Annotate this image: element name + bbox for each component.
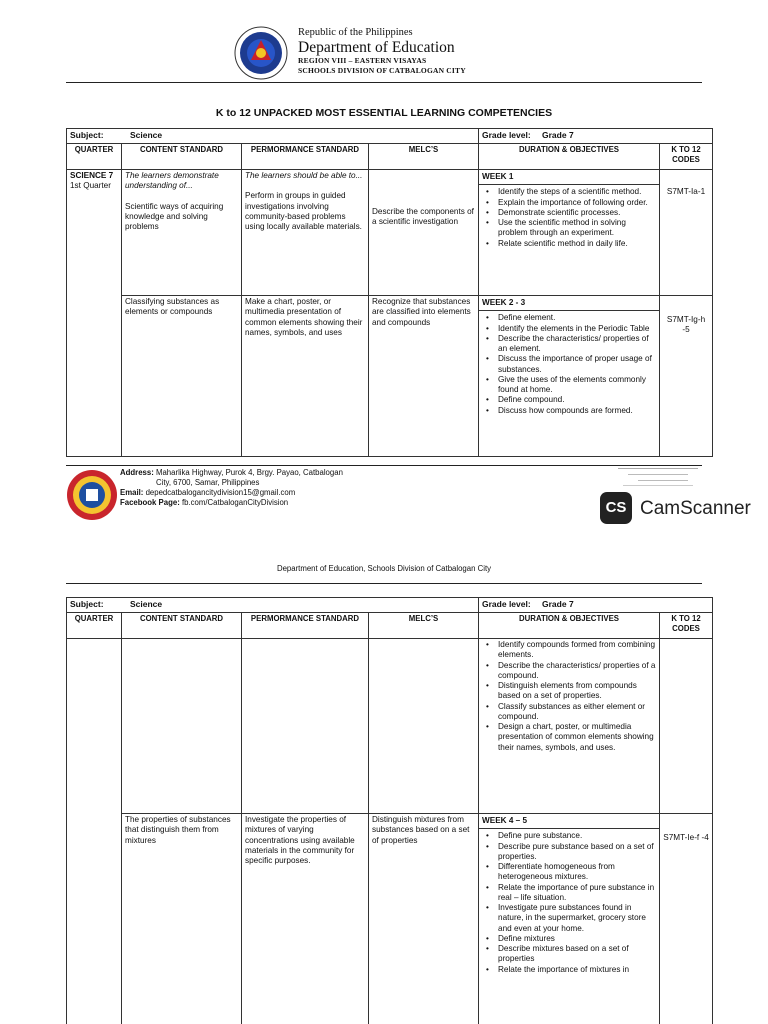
republic-line: Republic of the Philippines [298, 27, 413, 38]
content-standard-cell [122, 814, 242, 1024]
melc-text: Recognize that substances are classified into elements and compounds [372, 297, 471, 327]
objective-item: • Define compound. [484, 395, 656, 405]
subject-label: Subject: [70, 599, 104, 609]
column-header-row [67, 144, 713, 170]
objectives-list [482, 831, 656, 975]
col-performance-standard: PERMORMANCE STANDARD [242, 613, 369, 639]
col-codes: K TO 12 CODES [660, 613, 713, 639]
subject-value: Science [130, 599, 163, 609]
content-standard-text: Scientific ways of acquiring knowledge and solving problems [125, 201, 224, 231]
objective-item: • Use the scientific method in solving problem through an experiment. [484, 218, 656, 239]
objective-item: • Identify compounds formed from combining elements. [484, 640, 656, 661]
facebook-line [120, 498, 356, 508]
grade-value: Grade 7 [542, 130, 574, 140]
performance-standard-text: Make a chart, poster, or multimedia presentation of common elements showing their names, symbols, and uses [245, 297, 363, 337]
objective-item: • Relate scientific method in daily life. [484, 239, 656, 249]
grade-label: Grade level: [482, 130, 531, 140]
subject-cell [67, 598, 479, 613]
subject-value: Science [130, 130, 163, 140]
subject-row [67, 129, 713, 144]
address-block [120, 468, 356, 488]
objective-item: • Explain the importance of following order. [484, 198, 656, 208]
letterhead-text [298, 26, 466, 75]
division-logo-icon [66, 469, 118, 521]
k12-code: S7MT-Ie-f -4 [663, 833, 709, 842]
col-performance-standard: PERMORMANCE STANDARD [242, 144, 369, 170]
quarter-cell [67, 639, 122, 1024]
address-text: Maharlika Highway, Purok 4, Brgy. Payao, Catbalogan City, 6700, Samar, Philippines [155, 468, 343, 488]
objective-item: • Describe mixtures based on a set of properties [484, 944, 656, 965]
content-standard-cell [122, 639, 242, 814]
camscanner-name: CamScanner [640, 498, 751, 519]
quarter-cell [67, 170, 122, 457]
header-rule [66, 82, 702, 83]
letterhead [234, 24, 534, 80]
melc-table-page2 [66, 597, 713, 1024]
objective-item: • Differentiate homogeneous from heterogeneous mixtures. [484, 862, 656, 883]
table-row [67, 170, 713, 296]
objective-item: • Describe pure substance based on a set of properties. [484, 842, 656, 863]
week-label: WEEK 4 – 5 [479, 815, 659, 829]
melc-text: Distinguish mixtures from substances based on a set of properties [372, 815, 470, 845]
camscanner-logo: CS [600, 492, 632, 524]
performance-standard-text: Investigate the properties of mixtures of varying concentrations using available materials in the community for specific purposes. [245, 815, 355, 865]
camscanner-watermark [600, 492, 760, 526]
performance-standard-cell [242, 296, 369, 457]
table-row [67, 814, 713, 1024]
division-line: SCHOOLS DIVISION OF CATBALOGAN CITY [298, 65, 466, 75]
content-intro: The learners demonstrate understanding of... [125, 171, 219, 191]
facebook-label: Facebook Page: [120, 498, 180, 508]
performance-standard-cell [242, 814, 369, 1024]
week-label: WEEK 2 - 3 [479, 297, 659, 311]
objective-item: • Define pure substance. [484, 831, 656, 841]
duration-cell [479, 170, 660, 296]
objective-item: • Identify the steps of a scientific method. [484, 187, 656, 197]
email-line [120, 488, 356, 498]
melc-cell [369, 170, 479, 296]
subject-cell [67, 129, 479, 144]
objective-item: • Give the uses of the elements commonly found at home. [484, 375, 656, 396]
objective-item: • Relate the importance of mixtures in [484, 965, 656, 975]
col-melc: MELC’S [369, 613, 479, 639]
objective-item: • Define element. [484, 313, 656, 323]
content-standard-text: The properties of substances that distinguish them from mixtures [125, 815, 231, 845]
objective-item: • Discuss how compounds are formed. [484, 406, 656, 416]
grade-value: Grade 7 [542, 599, 574, 609]
k12-code: S7MT-Ig-h -5 [666, 315, 706, 335]
objective-item: • Identify the elements in the Periodic Table [484, 324, 656, 334]
table-row [67, 639, 713, 814]
subject-row [67, 598, 713, 613]
grade-cell [479, 598, 713, 613]
table-row [67, 296, 713, 457]
week-label: WEEK 1 [479, 171, 659, 185]
objective-item: • Investigate pure substances found in nature, in the supermarket, grocery store and even at your home. [484, 903, 656, 934]
column-header-row [67, 613, 713, 639]
objectives-list [482, 313, 656, 416]
content-standard-cell [122, 296, 242, 457]
facebook-link[interactable]: fb.com/CatbaloganCityDivision [181, 498, 289, 508]
duration-cell [479, 639, 660, 814]
grade-label: Grade level: [482, 599, 531, 609]
email-link[interactable]: depedcatbalogancitydivision15@gmail.com [145, 488, 296, 498]
objectives-list [482, 187, 656, 249]
code-cell [660, 296, 713, 457]
performance-standard-text: Perform in groups in guided investigations involving community-based problems using locally available materials. [245, 191, 362, 231]
objective-item: • Discuss the importance of proper usage of substances. [484, 354, 656, 375]
code-cell [660, 639, 713, 814]
footer-contact [120, 468, 356, 509]
document-title: K to 12 UNPACKED MOST ESSENTIAL LEARNING COMPETENCIES [215, 107, 553, 119]
performance-standard-cell [242, 170, 369, 296]
deped-seal-icon [234, 26, 288, 80]
barcode-icon [618, 466, 698, 488]
col-codes: K TO 12 CODES [660, 144, 713, 170]
col-content-standard: CONTENT STANDARD [122, 613, 242, 639]
duration-cell [479, 296, 660, 457]
col-quarter: QUARTER [67, 144, 122, 170]
email-label: Email: [120, 488, 144, 498]
col-duration: DURATION & OBJECTIVES [479, 144, 660, 170]
objective-item: • Describe the characteristics/ properties of a compound. [484, 661, 656, 682]
melc-cell [369, 814, 479, 1024]
address-label: Address: [120, 468, 154, 477]
page2-header: Department of Education, Schools Division of Catbalogan City [276, 564, 492, 573]
objective-item: • Describe the characteristics/ properties of an element. [484, 334, 656, 355]
performance-standard-cell [242, 639, 369, 814]
content-standard-text: Classifying substances as elements or compounds [125, 297, 220, 317]
col-content-standard: CONTENT STANDARD [122, 144, 242, 170]
quarter-term: 1st Quarter [70, 181, 111, 191]
code-cell [660, 170, 713, 296]
quarter-subject: SCIENCE 7 [70, 171, 114, 180]
melc-cell [369, 296, 479, 457]
objectives-list [482, 640, 656, 753]
code-cell [660, 814, 713, 1024]
performance-intro: The learners should be able to... [245, 171, 363, 180]
melc-cell [369, 639, 479, 814]
melc-text: Describe the components of a scientific investigation [372, 207, 474, 227]
objective-item: • Relate the importance of pure substance in real – life situation. [484, 883, 656, 904]
objective-item: • Distinguish elements from compounds based on a set of properties. [484, 681, 656, 702]
grade-cell [479, 129, 713, 144]
page2-rule [66, 583, 702, 584]
melc-table-page1 [66, 128, 713, 457]
col-quarter: QUARTER [67, 613, 122, 639]
col-duration: DURATION & OBJECTIVES [479, 613, 660, 639]
col-melc: MELC’S [369, 144, 479, 170]
duration-cell [479, 814, 660, 1024]
k12-code: S7MT-Ia-1 [666, 187, 706, 196]
objective-item: • Define mixtures [484, 934, 656, 944]
content-standard-cell [122, 170, 242, 296]
region-line: REGION VIII – EASTERN VISAYAS [298, 56, 427, 66]
subject-label: Subject: [70, 130, 104, 140]
objective-item: • Demonstrate scientific processes. [484, 208, 656, 218]
objective-item: • Classify substances as either element or compound. [484, 702, 656, 723]
department-line: Department of Education [298, 39, 455, 57]
objective-item: • Design a chart, poster, or multimedia presentation of common elements showing their names, symbols, and uses. [484, 722, 656, 753]
